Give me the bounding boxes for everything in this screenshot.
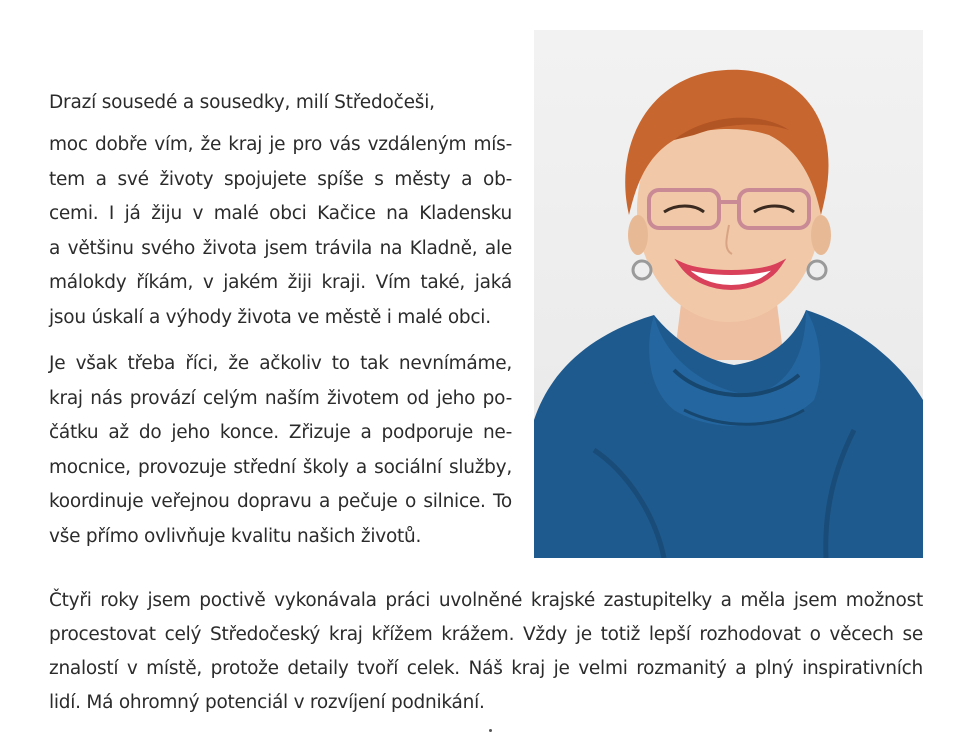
paragraph-line: Je však třeba říci, že ačkoliv to tak nevnímáme,	[49, 353, 512, 374]
paragraph-line: jsou úskalí a výhody života ve městě i malé obci.	[49, 306, 491, 328]
paragraph-line: moc dobře vím, že kraj je pro vás vzdáleným mís-	[49, 134, 512, 155]
paragraph-line: lidí. Má ohromný potenciál v rozvíjení podnikání.	[49, 692, 485, 713]
intro-column	[49, 86, 512, 566]
paragraph-line: čátku až do jeho konce. Zřizuje a podporuje ne-	[49, 422, 512, 443]
greeting: Drazí sousedé a sousedky, milí Středočeši,	[49, 92, 435, 113]
paragraph-3	[49, 584, 923, 720]
paragraph-line: Čtyři roky jsem poctivě vykonávala práci uvolněné krajské zastupitelky a měla jsem možnost	[49, 590, 923, 611]
paragraph-line: málokdy říkám, v jakém žiji kraji. Vím také, jaká	[49, 272, 512, 293]
decorative-dot	[489, 729, 492, 732]
paragraph-line: procestovat celý Středočeský kraj křížem krážem. Vždy je totiž lepší rozhodovat o věcech se	[49, 624, 923, 645]
paragraph-line: znalostí v místě, protože detaily tvoří celek. Náš kraj je velmi rozmanitý a plný inspirativních	[49, 658, 923, 679]
paragraph-line: koordinuje veřejnou dopravu a pečuje o silnice. To	[49, 491, 512, 512]
portrait-illustration	[534, 30, 923, 558]
paragraph-2	[49, 347, 512, 554]
portrait-photo	[534, 30, 923, 558]
paragraph-line: a většinu svého života jsem trávila na Kladně, ale	[49, 237, 512, 259]
paragraph-line: mocnice, provozuje střední školy a sociální služby,	[49, 456, 512, 478]
paragraph-line: kraj nás provází celým naším životem od jeho po-	[49, 387, 512, 409]
paragraph-1	[49, 128, 512, 335]
paragraph-line: vše přímo ovlivňuje kvalitu našich životů.	[49, 525, 422, 547]
paragraph-line: tem a své životy spojujete spíše s městy a ob-	[49, 168, 512, 190]
paragraph-line: cemi. I já žiju v malé obci Kačice na Kladensku	[49, 203, 512, 224]
